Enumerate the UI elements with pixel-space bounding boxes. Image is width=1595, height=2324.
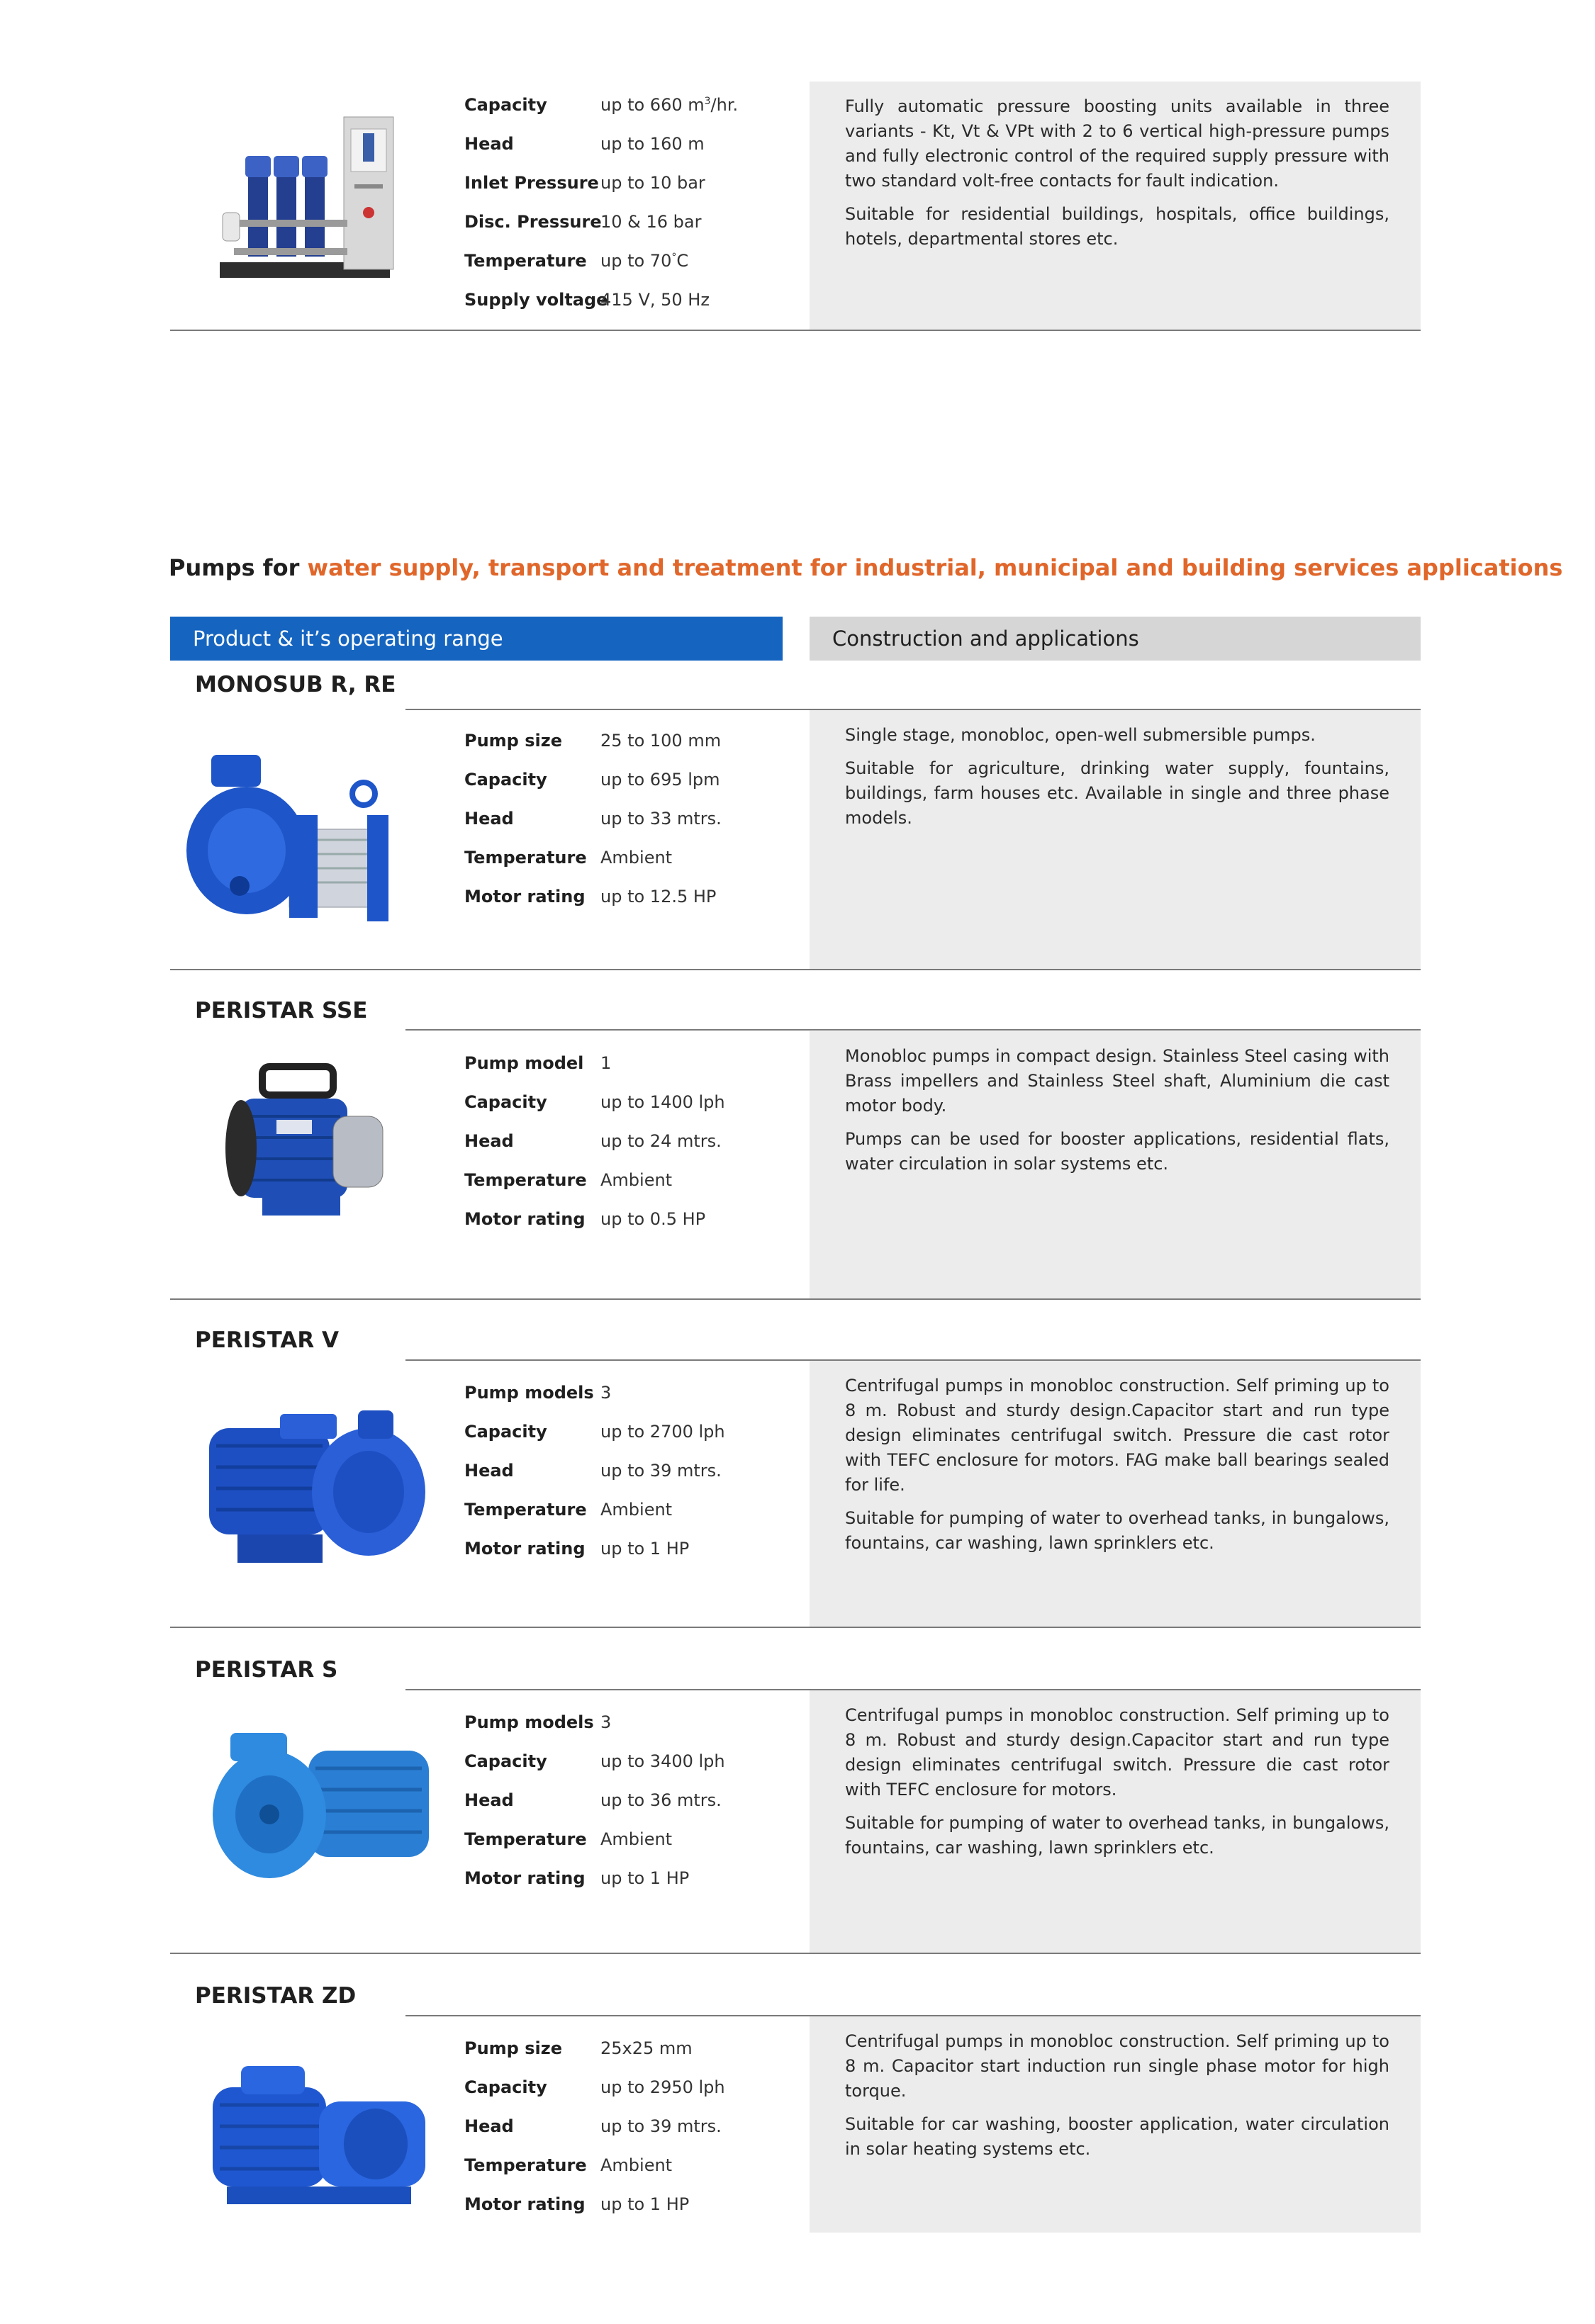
product-name: PERISTAR V xyxy=(195,1327,340,1353)
spec-row: Pump models 3 xyxy=(464,1383,612,1403)
peristar-v-pump-image xyxy=(195,1400,436,1577)
divider xyxy=(170,1298,1421,1300)
section-title: Pumps for water supply, transport and treatment for industrial, municipal and building services applications xyxy=(169,554,1563,581)
spec-row: Pump models 3 xyxy=(464,1712,612,1732)
capacity-value: up to 660 $m^3/hr$. xyxy=(600,95,739,115)
peristar-sse-pump-image xyxy=(213,1060,390,1233)
divider xyxy=(170,330,1421,331)
spec-row: Temperature Ambient xyxy=(464,1170,673,1190)
booster-unit-image xyxy=(213,113,401,291)
peristar-s-description: Centrifugal pumps in monobloc construction. Self priming up to 8 m. Robust and sturdy design.Capacitor start and run type design eliminates centrifugal switch. Pressure die cast rotor with TEFC enclosure for motors. Suitable for pumping of water to overhead tanks, in bungalows, fountains, car washing, lawn sprinklers etc. xyxy=(810,1690,1421,1953)
spec-row: Motor rating up to 12.5 HP xyxy=(464,887,717,906)
spec-row: Temperature Ambient xyxy=(464,1500,673,1520)
divider xyxy=(170,1627,1421,1628)
product-name: PERISTAR ZD xyxy=(195,1983,357,2009)
spec-row: Motor rating up to 0.5 HP xyxy=(464,1209,706,1229)
peristar-sse-description: Monobloc pumps in compact design. Stainless Steel casing with Brass impellers and Stainless Steel shaft, Aluminium die cast motor body. Pumps can be used for booster applications, residential flats, water circulation in solar systems etc. xyxy=(810,1031,1421,1298)
spec-row: Pump size 25 to 100 mm xyxy=(464,731,722,751)
construction-header: Construction and applications xyxy=(810,617,1421,661)
peristar-zd-pump-image xyxy=(198,2052,443,2222)
spec-row: Capacity up to 3400 lph xyxy=(464,1751,725,1771)
spec-row: Head up to 39 mtrs. xyxy=(464,2116,722,2136)
temperature-value: up to 70°C xyxy=(600,251,689,271)
spec-row: Head up to 39 mtrs. xyxy=(464,1461,722,1481)
top-unit-description: Fully automatic pressure boosting units available in three variants - Kt, Vt & VPt with 2 to 6 vertical high-pressure pumps and fully electronic control of the required supply pressure with two standard volt-free contacts for fault indication. Suitable for residential buildings, hospitals, office buildings, hotels, departmental stores etc. xyxy=(810,82,1421,330)
spec-row: Head up to 160 m xyxy=(464,134,705,154)
spec-row: Capacity up to 2700 lph xyxy=(464,1422,725,1442)
spec-row: Temperature up to 70°C xyxy=(464,251,689,271)
spec-row: Motor rating up to 1 HP xyxy=(464,1539,690,1559)
spec-row: Inlet Pressure up to 10 bar xyxy=(464,173,705,193)
spec-row: Supply voltage 415 V, 50 Hz xyxy=(464,290,710,310)
peristar-s-pump-image xyxy=(202,1722,443,1889)
spec-row: Disc. Pressure 10 & 16 bar xyxy=(464,212,702,232)
divider xyxy=(405,1029,1421,1031)
spec-row: Motor rating up to 1 HP xyxy=(464,2194,690,2214)
spec-row: Capacity up to 1400 lph xyxy=(464,1092,725,1112)
spec-row: Head up to 36 mtrs. xyxy=(464,1790,722,1810)
spec-row: Capacity up to 2950 lph xyxy=(464,2077,725,2097)
monosub-description: Single stage, monobloc, open-well submersible pumps. Suitable for agriculture, drinking water supply, fountains, buildings, farm houses etc. Available in single and three phase models. xyxy=(810,710,1421,969)
product-name: MONOSUB R, RE xyxy=(195,672,396,697)
peristar-zd-description: Centrifugal pumps in monobloc construction. Self priming up to 8 m. Capacitor start induction run single phase motor for high torque. Suitable for car washing, booster application, water circulation in solar heating systems etc. xyxy=(810,2016,1421,2233)
product-name: PERISTAR SSE xyxy=(195,998,368,1023)
spec-row: Temperature Ambient xyxy=(464,2155,673,2175)
spec-row: Head up to 24 mtrs. xyxy=(464,1131,722,1151)
divider xyxy=(170,969,1421,970)
spec-row: Capacity up to 660 $m^3/hr$. xyxy=(464,95,739,115)
divider xyxy=(170,1953,1421,1954)
peristar-v-description: Centrifugal pumps in monobloc construction. Self priming up to 8 m. Robust and sturdy design.Capacitor start and run type design eliminates centrifugal switch. Pressure die cast rotor with TEFC enclosure for motors. FAG make ball bearings sealed for life. Suitable for pumping of water to overhead tanks, in bungalows, fountains, car washing, lawn sprinklers etc. xyxy=(810,1361,1421,1627)
spec-row: Motor rating up to 1 HP xyxy=(464,1868,690,1888)
monosub-pump-image xyxy=(183,744,403,932)
spec-row: Temperature Ambient xyxy=(464,848,673,868)
spec-row: Pump model 1 xyxy=(464,1053,612,1073)
spec-row: Capacity up to 695 lpm xyxy=(464,770,720,790)
product-name: PERISTAR S xyxy=(195,1657,338,1683)
product-range-header: Product & it’s operating range xyxy=(170,617,783,661)
spec-row: Pump size 25x25 mm xyxy=(464,2038,693,2058)
spec-row: Temperature Ambient xyxy=(464,1829,673,1849)
spec-row: Head up to 33 mtrs. xyxy=(464,809,722,829)
